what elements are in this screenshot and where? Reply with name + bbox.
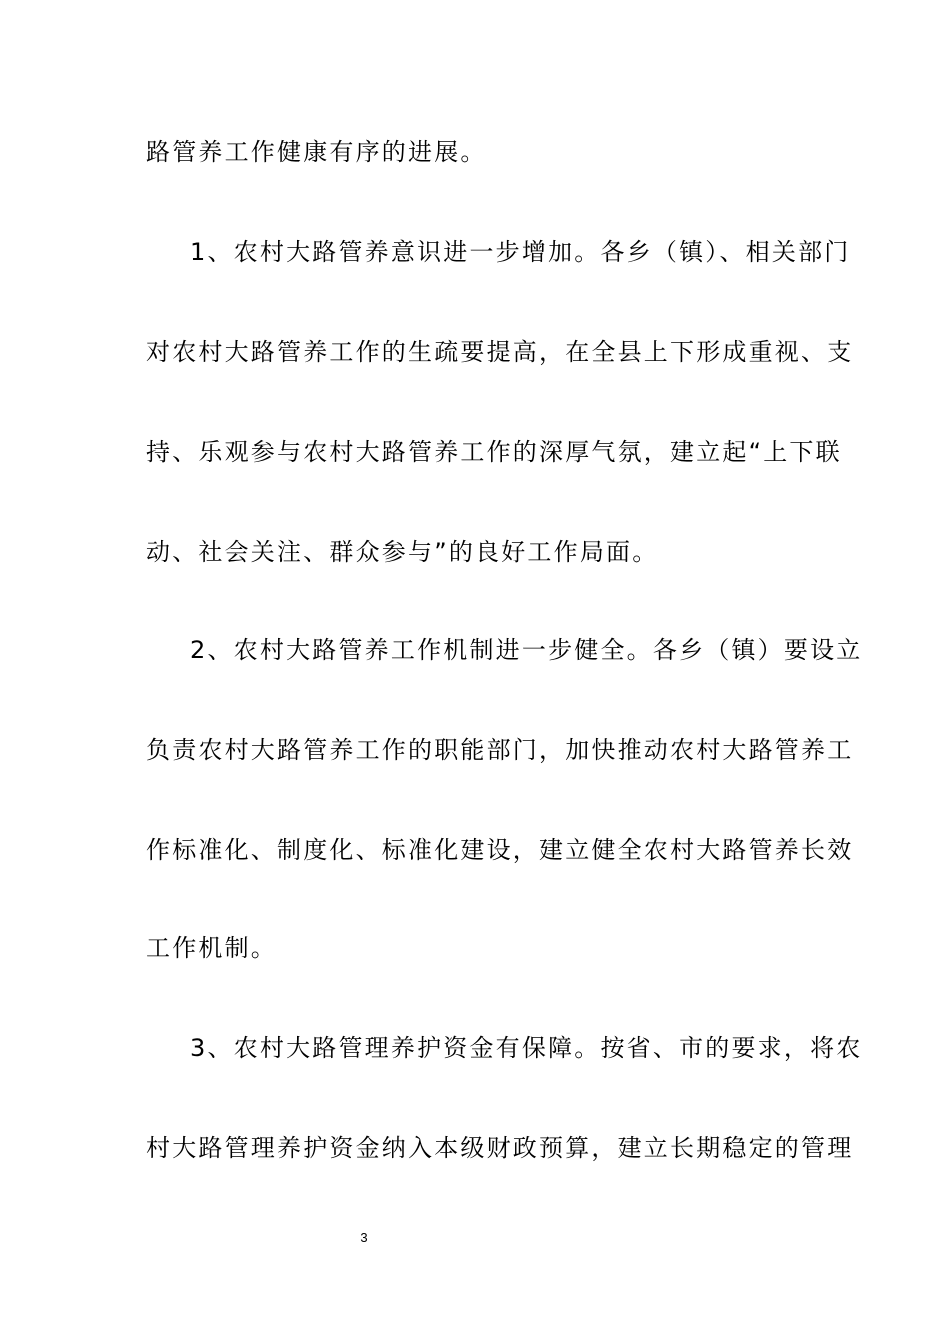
page-number: 3 — [360, 1230, 368, 1245]
text-line: 动、社会关注、群众参与”的良好工作局面。 — [146, 538, 659, 566]
text-line: 对农村大路管养工作的生疏要提高，在全县上下形成重视、支 — [146, 338, 854, 366]
text-line: 工作机制。 — [146, 934, 277, 962]
text-line: 路管养工作健康有序的进展。 — [146, 138, 487, 166]
text-line: 持、乐观参与农村大路管养工作的深厚气氛，建立起“上下联 — [146, 438, 842, 466]
text-line: 村大路管理养护资金纳入本级财政预算，建立长期稳定的管理 — [146, 1134, 854, 1162]
paragraph-1-line: 1、农村大路管养意识进一步增加。各乡（镇）、相关部门 — [190, 238, 851, 266]
text-line: 负责农村大路管养工作的职能部门，加快推动农村大路管养工 — [146, 736, 854, 764]
paragraph-3-line: 3、农村大路管理养护资金有保障。按省、市的要求，将农 — [190, 1034, 863, 1062]
text-line: 作标准化、制度化、标准化建设，建立健全农村大路管养长效 — [146, 836, 854, 864]
paragraph-2-line: 2、农村大路管养工作机制进一步健全。各乡（镇）要设立 — [190, 636, 863, 664]
